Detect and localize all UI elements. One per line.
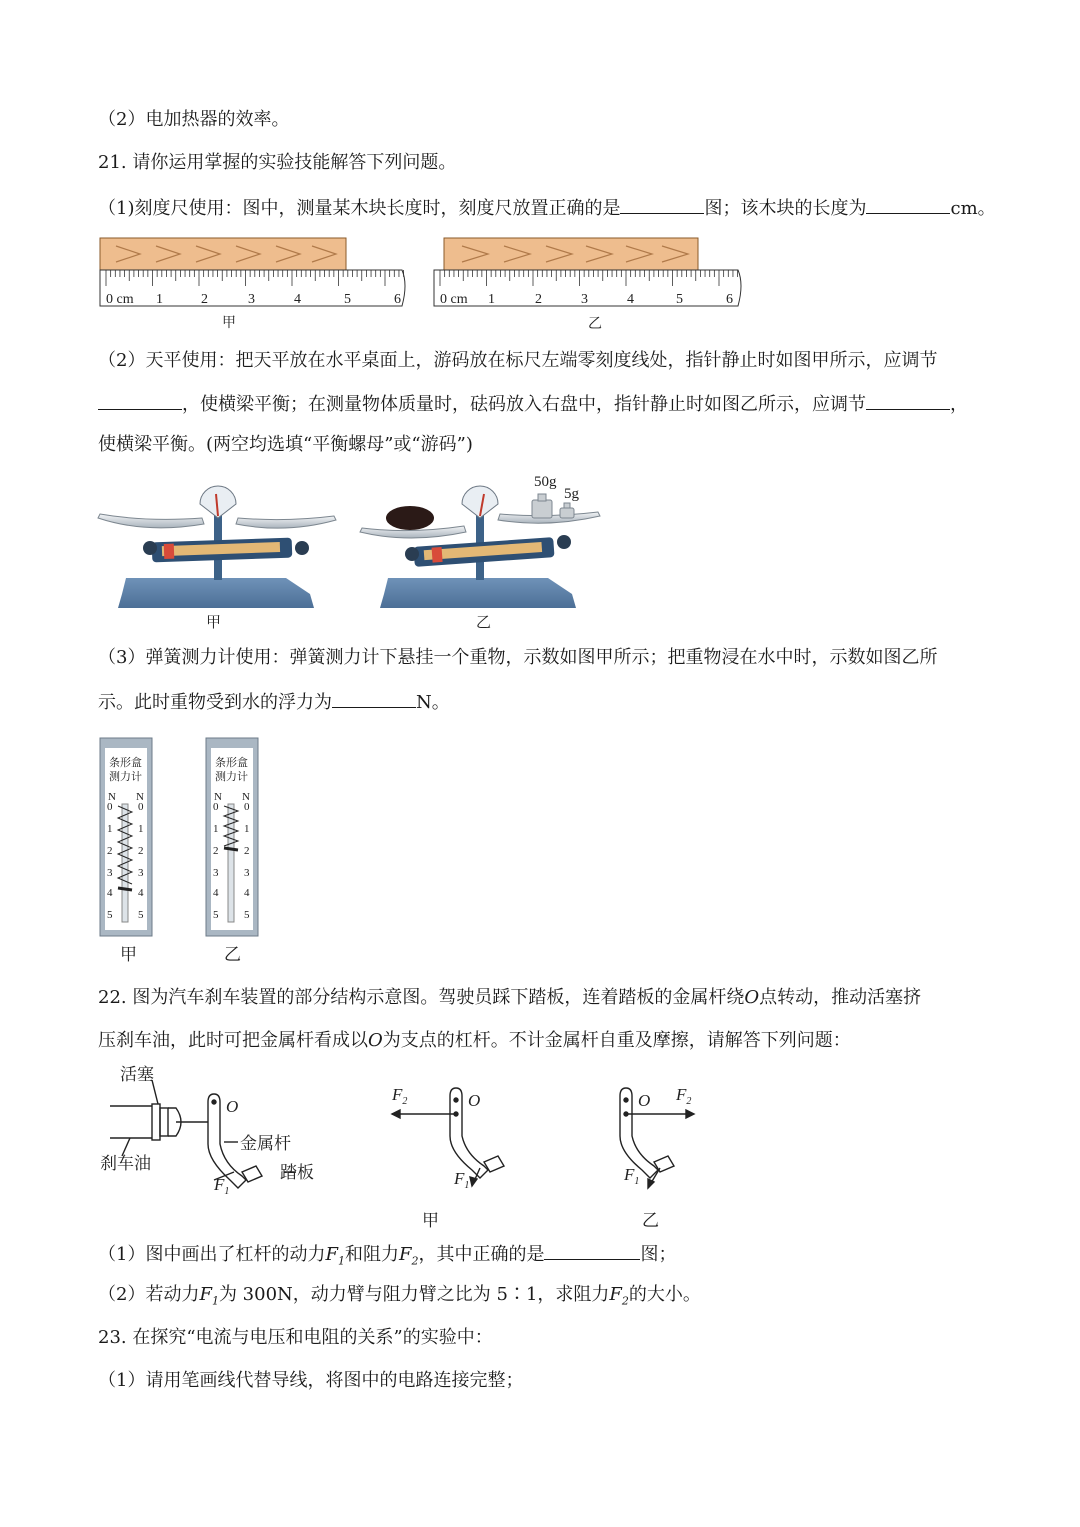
ruler-a-tick-6: 6 — [394, 292, 401, 307]
meter-b-scale-1: 1 — [213, 823, 219, 835]
meter-caption-a: 甲 — [120, 945, 137, 964]
q21-part2-line2 — [98, 391, 968, 417]
meter-caption-b: 乙 — [224, 945, 241, 964]
label-a-o: O — [468, 1091, 481, 1110]
q21-p2-text-c: ， — [950, 394, 968, 415]
meter-b-label-2: 测力计 — [215, 771, 248, 783]
q22-p1-text-c: 图； — [640, 1244, 677, 1265]
q21-part3-line1: （3）弹簧测力计使用：弹簧测力计下悬挂一个重物，示数如图甲所示；把重物浸在水中时，示数如图乙所 — [98, 647, 938, 668]
meter-b-scale-3: 3 — [213, 867, 219, 879]
ruler-b-tick-1: 1 — [488, 292, 495, 307]
label-metal-rod: 金属杆 — [240, 1134, 291, 1153]
label-f1-letter: F — [214, 1175, 225, 1194]
ruler-a-tick-5: 5 — [344, 292, 351, 307]
q22-l1-text-b: 点转动，推动活塞挤 — [759, 987, 922, 1008]
label-b-f1-sub: 1 — [634, 1176, 640, 1187]
f2-symbol — [398, 1244, 419, 1268]
meter-b-scale-0: 0 — [213, 801, 219, 813]
f1-symbol — [199, 1284, 219, 1308]
ruler-a-tick-2: 2 — [201, 292, 208, 307]
ruler-b-tick-6: 6 — [726, 292, 733, 307]
meter-a-scale-r2: 2 — [138, 845, 144, 857]
meter-b-scale-r5: 5 — [244, 909, 250, 921]
meter-a-scale-4: 4 — [107, 887, 113, 899]
meter-a-label-1: 条形盒 — [109, 757, 142, 769]
meter-a-scale-5: 5 — [107, 909, 113, 921]
ruler-a-tick-0: 0 cm — [106, 292, 134, 307]
ruler-b-tick-2: 2 — [535, 292, 542, 307]
weight-5g-label: 5g — [564, 486, 579, 502]
meter-a-scale-2: 2 — [107, 845, 113, 857]
brake-caption-b: 乙 — [642, 1211, 659, 1230]
q21-title: 21. 请你运用掌握的实验技能解答下列问题。 — [98, 152, 457, 173]
q21-p1-text-c: cm。 — [950, 198, 996, 219]
balance-figure — [96, 470, 616, 635]
answer-blank[interactable] — [866, 195, 950, 214]
q22-l2-text-a: 压刹车油，此时可把金属杆看成以 — [98, 1030, 368, 1051]
q22-line2 — [98, 1029, 851, 1053]
label-a-f1 — [453, 1169, 469, 1191]
balance-caption-b: 乙 — [476, 615, 492, 631]
ruler-a-tick-3: 3 — [248, 292, 255, 307]
meter-b-scale-2: 2 — [213, 845, 219, 857]
label-f1 — [213, 1175, 229, 1197]
label-fulcrum-o: O — [226, 1097, 239, 1116]
q22-l2-point-o: O — [368, 1030, 383, 1051]
label-a-f2-letter: F — [392, 1085, 403, 1104]
q22-part2 — [98, 1283, 701, 1314]
q21-part1 — [98, 195, 996, 221]
balance-b — [360, 486, 600, 608]
answer-blank[interactable] — [332, 689, 416, 708]
q21-p1-text-b: 图；该木块的长度为 — [704, 198, 867, 219]
meter-a-unit-left: N — [108, 791, 116, 803]
meter-a-unit-right: N — [136, 791, 144, 803]
ruler-caption-a: 甲 — [222, 316, 236, 331]
weighed-object — [386, 506, 434, 530]
label-f1-sub: 1 — [224, 1186, 230, 1197]
answer-blank[interactable] — [98, 391, 182, 410]
ruler-b-tick-5: 5 — [676, 292, 683, 307]
answer-blank[interactable] — [544, 1241, 640, 1260]
q21-p3-text-b: 示。此时重物受到水的浮力为 — [98, 692, 332, 713]
label-a-f1-sub: 1 — [464, 1180, 470, 1191]
meter-a-label-2: 测力计 — [109, 771, 142, 783]
q20-part2: （2）电加热器的效率。 — [98, 109, 290, 130]
f2-symbol — [609, 1284, 629, 1308]
f1-symbol-letter: F — [325, 1244, 338, 1265]
q22-l1-point-o: O — [744, 987, 760, 1008]
brake-figure — [96, 1060, 716, 1236]
f2-symbol-letter: F — [398, 1244, 412, 1265]
meter-b-label-1: 条形盒 — [215, 757, 248, 769]
f1-symbol-sub: 1 — [211, 1294, 219, 1308]
meter-a-scale-0: 0 — [107, 801, 113, 813]
label-b-f1-letter: F — [624, 1165, 635, 1184]
q22-p2-text-a: （2）若动力 — [98, 1284, 200, 1305]
meter-b-scale-r0: 0 — [244, 801, 250, 813]
meter-b-unit-right: N — [242, 791, 250, 803]
answer-blank[interactable] — [866, 391, 950, 410]
ruler-b-tick-0: 0 cm — [440, 292, 468, 307]
meter-a-scale-r3: 3 — [138, 867, 144, 879]
q22-p1-text-and: 和阻力 — [344, 1244, 399, 1265]
ruler-b-tick-3: 3 — [581, 292, 588, 307]
q21-p1-text-a: （1)刻度尺使用：图中，测量某木块长度时，刻度尺放置正确的是 — [98, 198, 621, 219]
label-b-o: O — [638, 1091, 651, 1110]
spring-scale-a-pointer — [118, 888, 132, 890]
ruler-a-tick-1: 1 — [156, 292, 163, 307]
label-b-f2-letter: F — [676, 1085, 687, 1104]
q21-p3-text-c: N。 — [416, 692, 450, 713]
q22-p2-text-b: 为 300N，动力臂与阻力臂之比为 5∶1，求阻力 — [218, 1284, 610, 1305]
q23-part1: （1）请用笔画线代替导线，将图中的电路连接完整； — [98, 1370, 524, 1391]
ruler-b-tick-4: 4 — [627, 292, 634, 307]
weight-50g-label: 50g — [534, 474, 557, 490]
lever-diagram-a — [392, 1088, 504, 1186]
meter-b-scale-r3: 3 — [244, 867, 250, 879]
f1-symbol-sub: 1 — [337, 1254, 345, 1268]
label-b-f1 — [623, 1165, 639, 1187]
label-a-f2 — [391, 1085, 407, 1107]
ruler-caption-b: 乙 — [588, 317, 602, 332]
q21-p2-text-b: ，使横梁平衡；在测量物体质量时，砝码放入右盘中，指针静止时如图乙所示，应调节 — [182, 394, 866, 415]
label-piston: 活塞 — [120, 1065, 154, 1084]
ruler-a-tick-4: 4 — [294, 292, 301, 307]
f1-symbol-letter: F — [199, 1284, 212, 1305]
q22-p1-text-b: ，其中正确的是 — [418, 1244, 545, 1265]
spring-scale-b-pointer — [224, 848, 238, 850]
label-b-f2 — [675, 1085, 691, 1107]
q22-line1 — [98, 986, 921, 1010]
label-pedal: 踏板 — [280, 1163, 314, 1182]
meter-b-scale-5: 5 — [213, 909, 219, 921]
label-a-f2-sub: 2 — [402, 1096, 408, 1107]
brake-caption-a: 甲 — [422, 1211, 439, 1230]
q21-part3-line2 — [98, 689, 450, 715]
q22-l2-text-b: 为支点的杠杆。不计金属杆自重及摩擦，请解答下列问题： — [382, 1030, 851, 1051]
spring-scale-figure — [96, 734, 266, 966]
label-b-f2-sub: 2 — [686, 1096, 692, 1107]
meter-b-scale-r4: 4 — [244, 887, 250, 899]
meter-b-scale-r1: 1 — [244, 823, 250, 835]
f2-symbol-letter: F — [609, 1284, 622, 1305]
q21-part2-line1: （2）天平使用：把天平放在水平桌面上，游码放在标尺左端零刻度线处，指针静止时如图甲所示，应调节 — [98, 350, 938, 371]
label-a-f1-letter: F — [454, 1169, 465, 1188]
q22-l1-text-a: 22. 图为汽车刹车装置的部分结构示意图。驾驶员踩下踏板，连着踏板的金属杆绕 — [98, 987, 745, 1008]
weight-50g — [532, 500, 552, 518]
meter-a-scale-1: 1 — [107, 823, 113, 835]
ruler-figure — [96, 232, 756, 332]
meter-a-scale-r0: 0 — [138, 801, 144, 813]
q22-part1 — [98, 1241, 676, 1274]
q23-title: 23. 在探究“电流与电压和电阻的关系”的实验中： — [98, 1327, 493, 1348]
f2-symbol-sub: 2 — [621, 1294, 629, 1308]
q21-part2-line3: 使横梁平衡。(两空均选填“平衡螺母”或“游码”) — [98, 434, 473, 455]
f2-symbol-sub: 2 — [411, 1254, 419, 1268]
weight-5g — [560, 508, 574, 518]
meter-b-scale-r2: 2 — [244, 845, 250, 857]
meter-a-scale-r5: 5 — [138, 909, 144, 921]
f1-symbol — [325, 1244, 345, 1268]
q22-p2-text-c: 的大小。 — [628, 1284, 701, 1305]
q22-p1-text-a: （1）图中画出了杠杆的动力 — [98, 1244, 326, 1265]
meter-a-scale-3: 3 — [107, 867, 113, 879]
answer-blank[interactable] — [620, 195, 704, 214]
meter-b-scale-4: 4 — [213, 887, 219, 899]
meter-a-scale-r1: 1 — [138, 823, 144, 835]
meter-b-unit-left: N — [214, 791, 222, 803]
label-brake-oil: 刹车油 — [100, 1154, 151, 1173]
balance-a — [98, 486, 336, 608]
meter-a-scale-r4: 4 — [138, 887, 144, 899]
balance-caption-a: 甲 — [206, 615, 222, 631]
